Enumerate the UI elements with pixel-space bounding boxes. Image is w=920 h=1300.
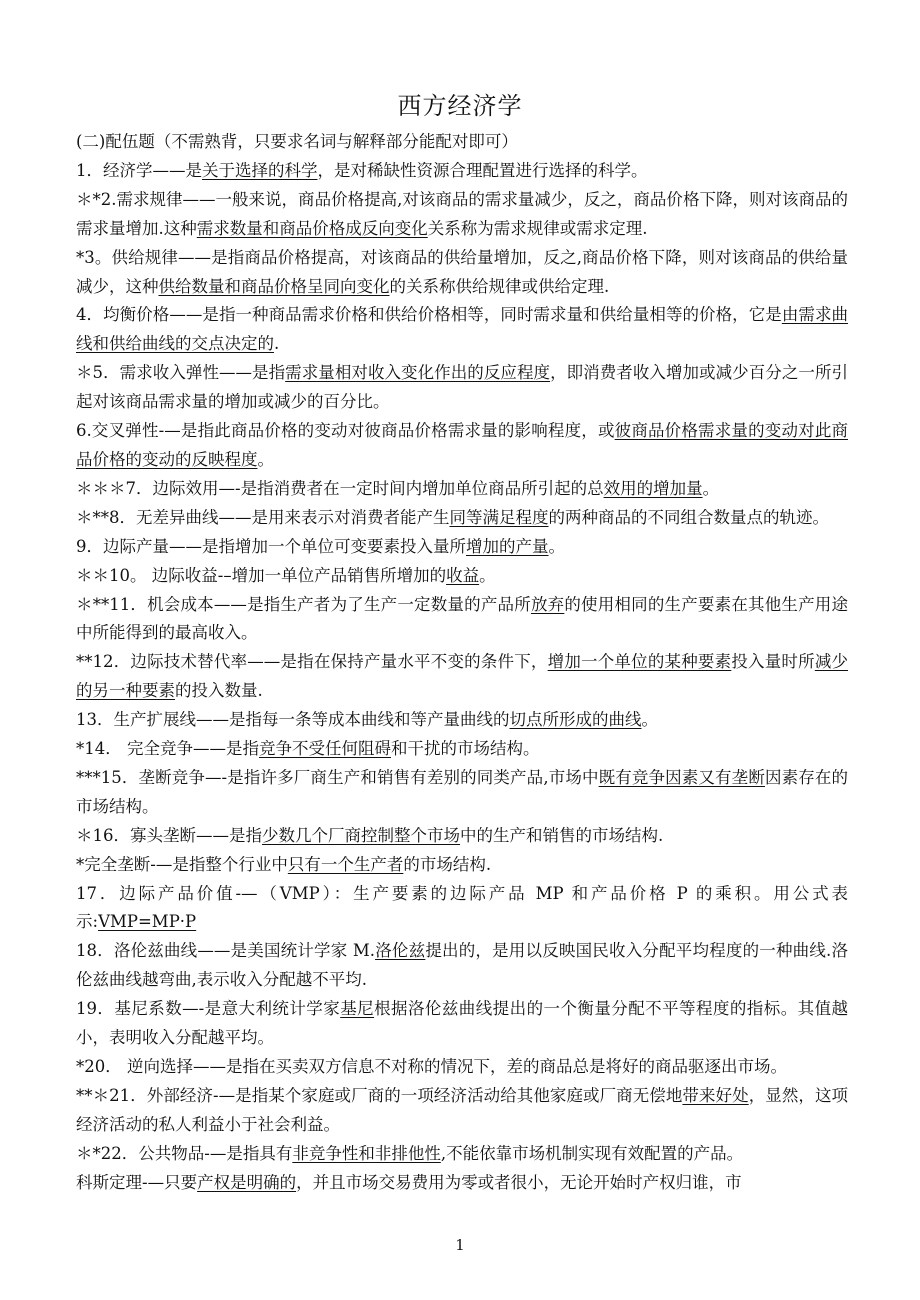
paragraph <box>76 475 848 504</box>
paragraph-text: 科斯定理-—只要 <box>76 1172 198 1192</box>
paragraph-text: ＊＊＊7．边际效用—-是指消费者在一定时间内增加单位商品所引起的总 <box>76 478 604 498</box>
underlined-text: 减少的另一种要素 <box>76 652 849 701</box>
paragraph <box>76 591 848 649</box>
paragraph <box>76 417 848 475</box>
paragraph-text: 6.交叉弹性-—是指此商品价格的变动对彼商品价格需求量的影响程度，或 <box>76 421 615 441</box>
underlined-text: 带来好处 <box>682 1085 749 1105</box>
paragraph-text: 。 <box>702 478 720 498</box>
paragraph-text: 根据洛伦兹曲线提出的一个衡量分配不平等程度的指标。其值越小，表明收入分配越平均。 <box>76 999 849 1048</box>
paragraph <box>76 735 848 764</box>
paragraph-text: **＊21．外部经济-—是指某个家庭或厂商的一项经济活动给其他家庭或厂商无偿地 <box>76 1085 683 1105</box>
paragraph <box>76 880 848 938</box>
underlined-text: 同等满足程度 <box>449 507 549 527</box>
underlined-text: 基尼 <box>340 999 375 1019</box>
underlined-text: 关于选择的科学 <box>202 160 318 180</box>
paragraph <box>76 1140 848 1169</box>
paragraph-text: 的投入数量. <box>175 681 263 701</box>
underlined-text: 效用的增加量 <box>603 478 703 498</box>
paragraph-text: 13．生产扩展线——是指每一条等成本曲线和等产量曲线的 <box>76 710 510 730</box>
paragraph <box>76 301 848 359</box>
paragraph <box>76 995 848 1053</box>
underlined-text: 竞争不受任何阻碍 <box>259 739 391 759</box>
paragraph-text: 。 <box>257 449 274 469</box>
paragraph-text: 。 <box>479 565 496 585</box>
paragraph-text: 19．基尼系数—-是意大利统计学家 <box>76 999 341 1019</box>
paragraph <box>76 186 848 244</box>
paragraph <box>76 937 848 995</box>
underlined-text: 切点所形成的曲线 <box>509 710 642 730</box>
paragraph <box>76 533 848 562</box>
paragraph-text: *20． 逆向选择——是指在买卖双方信息不对称的情况下，差的商品总是将好的商品驱逐出市场。 <box>76 1057 787 1076</box>
paragraph-text: 17．边际产品价值-—（VMP）：生产要素的边际产品 MP 和产品价格 P 的乘积。用公式表示: <box>76 883 848 932</box>
underlined-text: 非竞争性和非排他性 <box>292 1143 441 1163</box>
paragraph <box>76 764 848 822</box>
paragraph-text: ***15．垄断竞争—-是指许多厂商生产和销售有差别的同类产品,市场中 <box>76 767 599 787</box>
paragraph <box>76 157 848 186</box>
document-body <box>76 128 848 1198</box>
underlined-text: 需求数量和商品价格成反向变化 <box>196 218 428 238</box>
underlined-text: 收益 <box>446 565 480 585</box>
paragraph-text: 。 <box>641 710 658 730</box>
paragraph <box>76 648 848 706</box>
paragraph-text: ＊16．寡头垄断——是指 <box>76 825 262 845</box>
paragraph-text: *3。供给规律——是指商品价格提高，对该商品的供给量增加，反之,商品价格下降，则对该商品的供给量减少，这种 <box>76 247 848 296</box>
paragraph-text: 。 <box>548 536 565 556</box>
paragraph-text: ＊*22．公共物品-—是指具有 <box>76 1143 293 1163</box>
paragraph-text: 投入量时所 <box>731 652 815 672</box>
paragraph <box>76 822 848 851</box>
paragraph <box>76 504 848 533</box>
underlined-text: 彼商品价格需求量的变动对此商品价格的变动的反映程度 <box>76 421 849 469</box>
paragraph-text: 的关系称供给规律或供给定理. <box>389 276 610 296</box>
paragraph <box>76 1169 848 1198</box>
paragraph-text: 因素存在的市场结构。 <box>76 767 849 816</box>
underlined-text: 由需求曲线和供给曲线的交点决定的 <box>76 305 849 354</box>
paragraph-text: ，是对稀缺性资源合理配置进行选择的科学。 <box>317 160 648 180</box>
paragraph-text: ＊＊10。 边际收益-–增加一单位产品销售所增加的 <box>76 565 447 585</box>
underlined-text: 增加的产量 <box>466 536 549 556</box>
paragraph <box>76 359 848 417</box>
paragraph <box>76 851 848 880</box>
paragraph-text: 的使用相同的生产要素在其他生产用途中所能得到的最高收入。 <box>76 594 849 643</box>
paragraph-text: 4．均衡价格——是指一种商品需求价格和供给价格相等，同时需求量和供给量相等的价格，它是 <box>76 305 782 325</box>
paragraph <box>76 706 848 735</box>
paragraph-text: 1．经济学——是 <box>76 160 202 180</box>
paragraph-text: ，显然，这项经济活动的私人利益小于社会利益。 <box>76 1085 849 1134</box>
underlined-text: 增加一个单位的某种要素 <box>547 652 732 672</box>
paragraph-text: ＊**11．机会成本——是指生产者为了生产一定数量的产品所 <box>76 594 531 614</box>
underlined-text: 只有一个生产者 <box>287 854 404 874</box>
paragraph-text: 9．边际产量——是指增加一个单位可变要素投入量所 <box>76 536 466 556</box>
paragraph <box>76 562 848 591</box>
paragraph-text: ＊5．需求收入弹性——是指 <box>76 363 286 383</box>
paragraph-text: 18．洛伦兹曲线——是美国统计学家 M. <box>76 941 376 961</box>
paragraph-text: *完全垄断-—是指整个行业中 <box>76 854 288 874</box>
paragraph-text: 中的生产和销售的市场结构. <box>460 825 664 845</box>
paragraph-text: 关系称为需求规律或需求定理. <box>427 218 648 238</box>
underlined-text: 洛伦兹 <box>375 941 426 961</box>
paragraph-text: ＊**8．无差异曲线——是用来表示对消费者能产生 <box>76 507 450 527</box>
underlined-text: VMP=MP·P <box>98 912 197 932</box>
paragraph <box>76 1082 848 1140</box>
underlined-text: 既有竞争因素又有垄断 <box>598 767 765 787</box>
paragraph-text: (二)配伍题（不需熟背，只要求名词与解释部分能配对即可） <box>76 132 518 151</box>
paragraph-text: ，并且市场交易费用为零或者很小，无论开始时产权归谁，市 <box>296 1172 742 1192</box>
page-number: 1 <box>455 1236 465 1254</box>
paragraph <box>76 128 848 157</box>
paragraph-text: ,不能依靠市场机制实现有效配置的产品。 <box>440 1143 744 1163</box>
paragraph-text: ，即消费者收入增加或减少百分之一所引起对该商品需求量的增加或减少的百分比。 <box>76 363 849 412</box>
paragraph-text: *14． 完全竞争——是指 <box>76 739 259 759</box>
document-title: 西方经济学 <box>397 92 523 120</box>
underlined-text: 供给数量和商品价格呈同向变化 <box>158 276 390 296</box>
paragraph-text: 和干扰的市场结构。 <box>391 739 540 759</box>
underlined-text: 放弃 <box>530 594 565 614</box>
paragraph-text: 的两种商品的不同组合数量点的轨迹。 <box>548 507 829 527</box>
paragraph-text: ＊*2.需求规律——一般来说，商品价格提高,对该商品的需求量减少，反之，商品价格下降，则对该商品的需求量增加.这种 <box>76 189 848 238</box>
paragraph <box>76 244 848 302</box>
underlined-text: 需求量相对收入变化作出的反应程度 <box>285 363 551 383</box>
paragraph-text: . <box>274 334 280 354</box>
paragraph-text: 的市场结构. <box>403 854 492 874</box>
paragraph-text: 提出的，是用以反映国民收入分配平均程度的一种曲线.洛伦兹曲线越弯曲,表示收入分配越不平均. <box>76 941 848 990</box>
underlined-text: 产权是明确的 <box>197 1172 297 1192</box>
paragraph-text: **12．边际技术替代率——是指在保持产量水平不变的条件下， <box>76 652 548 672</box>
underlined-text: 少数几个厂商控制整个市场 <box>262 825 460 845</box>
paragraph <box>76 1053 848 1082</box>
